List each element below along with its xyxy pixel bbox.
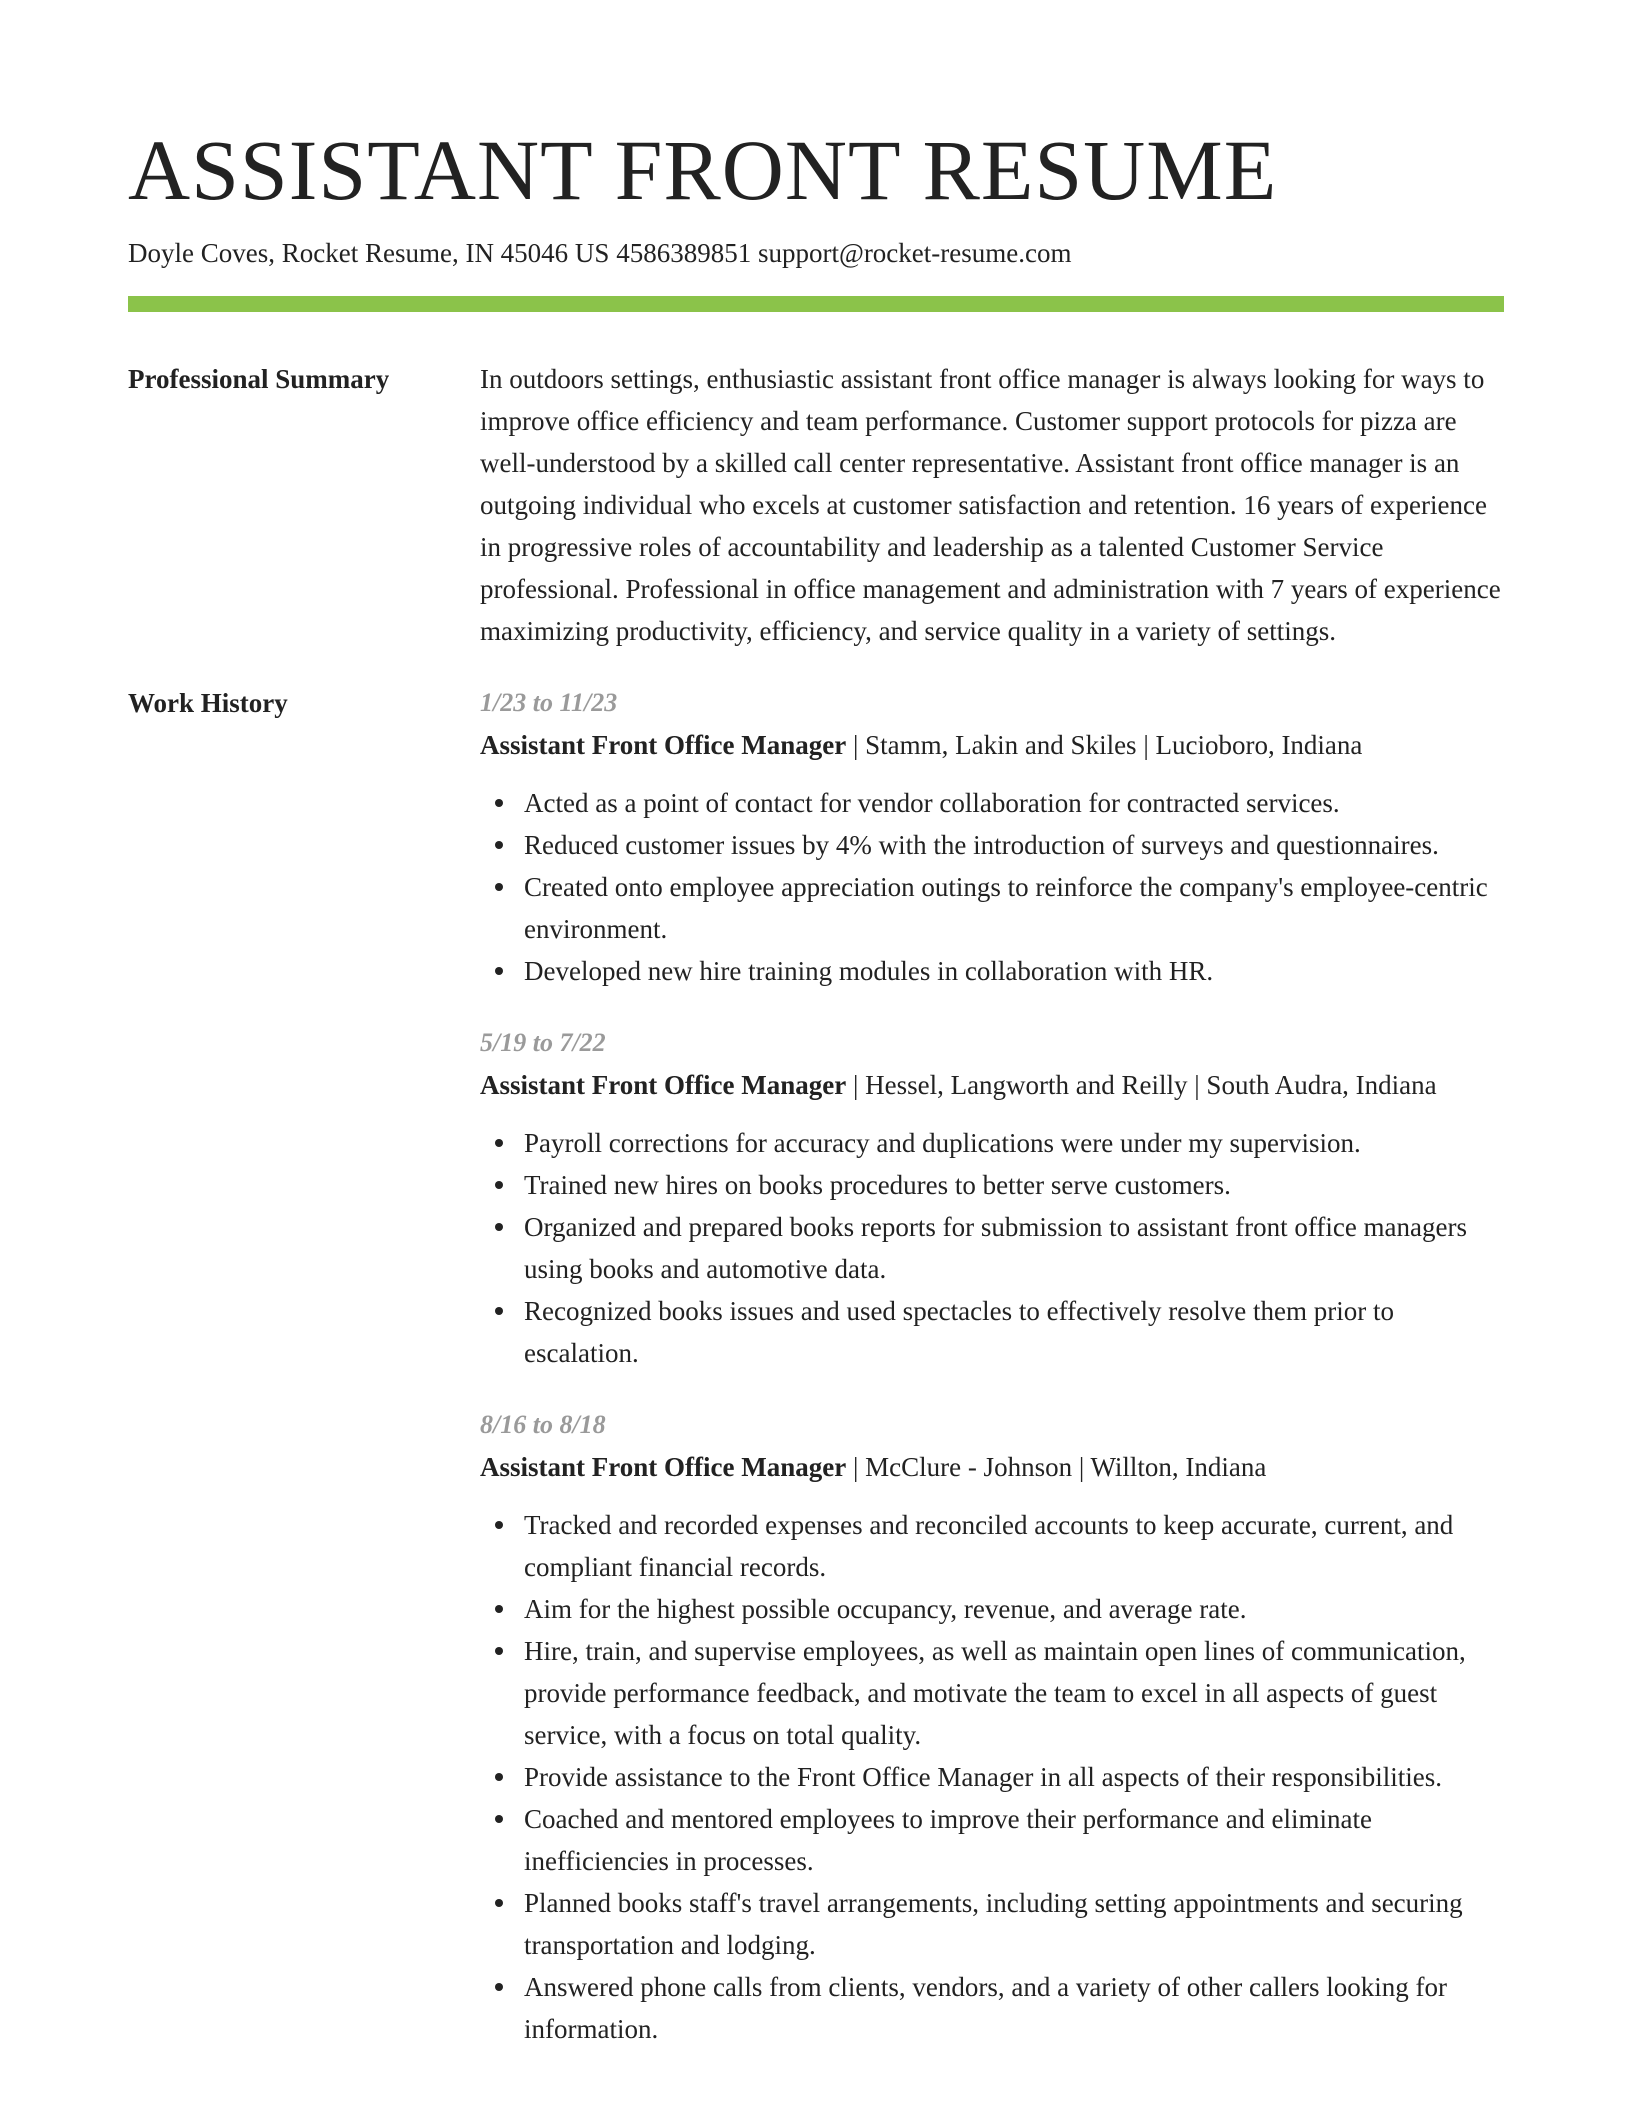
job-bullet: Answered phone calls from clients, vendors, and a variety of other callers looking for information. xyxy=(524,1966,1504,2050)
job-bullet: Developed new hire training modules in collaboration with HR. xyxy=(524,950,1504,992)
job-employer-location: | Hessel, Langworth and Reilly | South Audra, Indiana xyxy=(846,1070,1437,1100)
job-employer-location: | Stamm, Lakin and Skiles | Lucioboro, Indiana xyxy=(846,730,1363,760)
job-dates: 8/16 to 8/18 xyxy=(480,1410,606,1439)
job-title-line xyxy=(480,724,1504,766)
job-bullet: Aim for the highest possible occupancy, revenue, and average rate. xyxy=(524,1588,1504,1630)
contact-line: Doyle Coves, Rocket Resume, IN 45046 US 4586389851 support@rocket-resume.com xyxy=(128,238,1072,268)
job-bullet: Trained new hires on books procedures to better serve customers. xyxy=(524,1164,1504,1206)
job-bullets xyxy=(480,1122,1504,1374)
job-bullet: Hire, train, and supervise employees, as well as maintain open lines of communication, provide performance feedback, and motivate the team to excel in all aspects of guest service, with a focus on total quality. xyxy=(524,1630,1504,1756)
resume-title: ASSISTANT FRONT RESUME xyxy=(128,122,1278,218)
job-bullet: Organized and prepared books reports for submission to assistant front office managers using books and automotive data. xyxy=(524,1206,1504,1290)
section-label-summary: Professional Summary xyxy=(128,364,390,394)
summary-body xyxy=(480,358,1504,652)
job-title: Assistant Front Office Manager xyxy=(480,730,847,760)
job-bullet: Provide assistance to the Front Office Manager in all aspects of their responsibilities. xyxy=(524,1756,1504,1798)
job-entry xyxy=(480,1404,1504,2050)
job-bullets xyxy=(480,1504,1504,2050)
work-history-section xyxy=(128,682,1504,2080)
job-entry xyxy=(480,682,1504,992)
job-title-line xyxy=(480,1064,1504,1106)
job-dates: 5/19 to 7/22 xyxy=(480,1028,606,1057)
job-bullet: Recognized books issues and used spectacles to effectively resolve them prior to escalation. xyxy=(524,1290,1504,1374)
job-title: Assistant Front Office Manager xyxy=(480,1070,847,1100)
job-bullet: Coached and mentored employees to improve their performance and eliminate inefficiencies in processes. xyxy=(524,1798,1504,1882)
job-bullet: Payroll corrections for accuracy and duplications were under my supervision. xyxy=(524,1122,1504,1164)
resume-page xyxy=(128,0,1504,2080)
job-bullets xyxy=(480,782,1504,992)
job-bullet: Created onto employee appreciation outings to reinforce the company's employee-centric environment. xyxy=(524,866,1504,950)
work-history-body xyxy=(480,682,1504,2080)
job-bullet: Acted as a point of contact for vendor collaboration for contracted services. xyxy=(524,782,1504,824)
header-divider xyxy=(128,296,1504,312)
job-bullet: Reduced customer issues by 4% with the introduction of surveys and questionnaires. xyxy=(524,824,1504,866)
job-entry xyxy=(480,1022,1504,1374)
job-employer-location: | McClure - Johnson | Willton, Indiana xyxy=(846,1452,1267,1482)
job-bullet: Planned books staff's travel arrangements, including setting appointments and securing transportation and lodging. xyxy=(524,1882,1504,1966)
job-title: Assistant Front Office Manager xyxy=(480,1452,847,1482)
job-dates: 1/23 to 11/23 xyxy=(480,688,618,717)
job-title-line xyxy=(480,1446,1504,1488)
job-bullet: Tracked and recorded expenses and reconciled accounts to keep accurate, current, and compliant financial records. xyxy=(524,1504,1504,1588)
professional-summary-section xyxy=(128,358,1504,652)
section-label-work-history: Work History xyxy=(128,688,288,718)
summary-text: In outdoors settings, enthusiastic assistant front office manager is always looking for ways to improve office efficiency and team performance. Customer support protocols for pizza are well-understood by a skilled call center representative. Assistant front office manager is an outgoing individual who excels at customer satisfaction and retention. 16 years of experience in progressive roles of accountability and leadership as a talented Customer Service professional. Professional in office management and administration with 7 years of experience maximizing productivity, efficiency, and service quality in a variety of settings. xyxy=(480,364,1501,646)
